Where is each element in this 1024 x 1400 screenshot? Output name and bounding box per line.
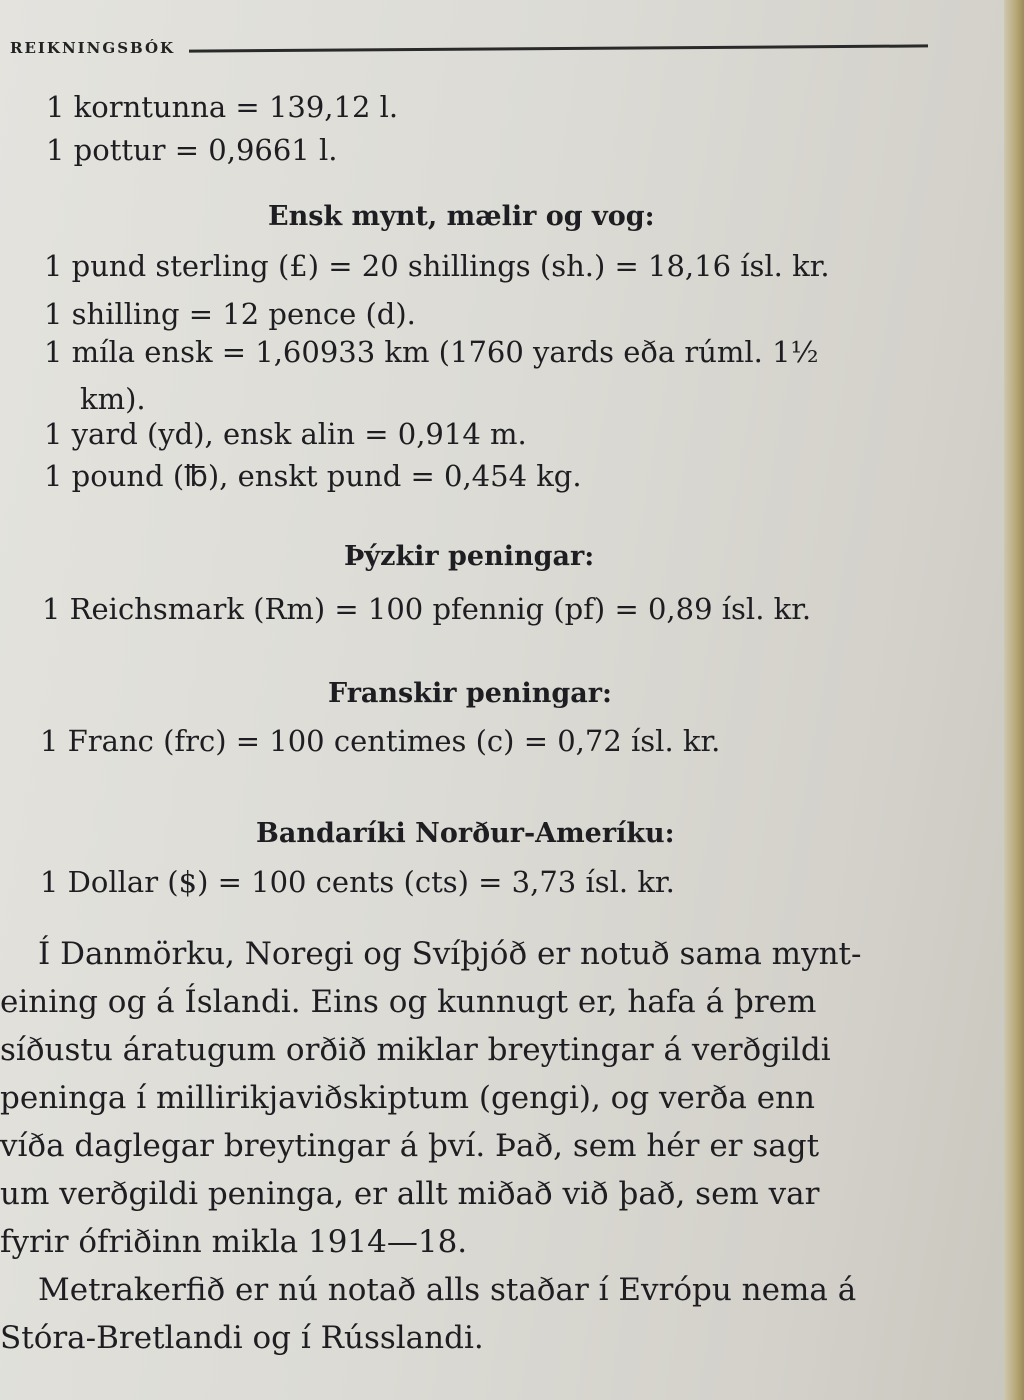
- section-heading-english: Ensk mynt, mælir og vog:: [268, 201, 655, 232]
- english-line: 1 yard (yd), ensk alin = 0,914 m.: [44, 417, 527, 451]
- usa-line: 1 Dollar ($) = 100 cents (cts) = 3,73 ísl. kr.: [40, 865, 675, 899]
- paragraph-line: um verðgildi peninga, er allt miðað við það, sem var: [0, 1176, 820, 1212]
- running-header: [10, 36, 928, 60]
- section-heading-french: Franskir peningar:: [328, 678, 612, 709]
- paragraph-line: Stóra-Bretlandi og í Rússlandi.: [0, 1320, 484, 1356]
- paragraph-line: Í Danmörku, Noregi og Svíþjóð er notuð sama mynt-: [38, 936, 862, 972]
- measure-line: 1 korntunna = 139,12 l.: [46, 90, 399, 124]
- english-line: km).: [80, 382, 146, 416]
- german-line: 1 Reichsmark (Rm) = 100 pfennig (pf) = 0,89 ísl. kr.: [42, 592, 812, 626]
- page-edge: [1004, 0, 1024, 1400]
- section-heading-usa: Bandaríki Norður-Ameríku:: [256, 818, 675, 849]
- body-paragraph: [0, 930, 1000, 1362]
- english-line: 1 pund sterling (£) = 20 shillings (sh.) = 18,16 ísl. kr.: [44, 249, 830, 283]
- paragraph-line: eining og á Íslandi. Eins og kunnugt er, hafa á þrem: [0, 984, 817, 1020]
- header-rule: [189, 44, 928, 52]
- english-line: 1 míla ensk = 1,60933 km (1760 yards eða rúml. 1½: [44, 335, 819, 369]
- french-line: 1 Franc (frc) = 100 centimes (c) = 0,72 ísl. kr.: [40, 724, 721, 758]
- measure-line: 1 pottur = 0,9661 l.: [46, 133, 338, 167]
- section-heading-german: Þýzkir peningar:: [344, 541, 595, 572]
- paragraph-line: peninga í millirikjaviðskiptum (gengi), og verða enn: [0, 1080, 815, 1116]
- english-line: 1 pound (℔), enskt pund = 0,454 kg.: [44, 459, 582, 493]
- english-line: 1 shilling = 12 pence (d).: [44, 297, 416, 331]
- paragraph-line: síðustu áratugum orðið miklar breytingar á verðgildi: [0, 1032, 831, 1068]
- paragraph-line: fyrir ófriðinn mikla 1914—18.: [0, 1224, 468, 1260]
- paragraph-line: Metrakerfið er nú notað alls staðar í Evrópu nema á: [38, 1272, 857, 1308]
- header-title: REIKNINGSBÓK: [10, 39, 176, 57]
- paragraph-line: víða daglegar breytingar á því. Það, sem hér er sagt: [0, 1128, 820, 1164]
